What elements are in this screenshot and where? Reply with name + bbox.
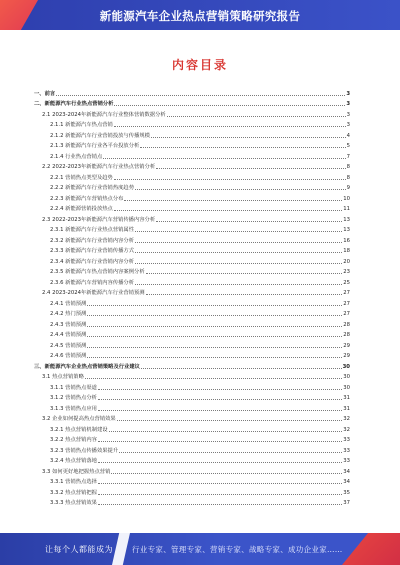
toc-entry-page: 33 — [343, 458, 350, 464]
toc-entry[interactable] — [34, 254, 350, 265]
toc-entry[interactable] — [34, 97, 350, 108]
toc-entry-page: 33 — [343, 437, 350, 443]
toc-entry[interactable] — [34, 202, 350, 213]
toc-leader-dots — [135, 262, 342, 264]
toc-entry-page: 27 — [343, 300, 350, 307]
toc-entry-label: 2.4.3 营销预测 — [50, 321, 87, 328]
toc-entry-label: 2.3.5 新能源汽车热点营销内容案例分析 — [50, 269, 145, 275]
toc-entry-label: 2.2.1 营销热点类型及趋势 — [50, 174, 113, 181]
toc-entry[interactable] — [34, 86, 350, 97]
toc-leader-dots — [103, 157, 345, 159]
toc-entry[interactable] — [34, 475, 350, 486]
toc-entry-label: 三、新能源汽车企业热点营销策略及行业建议 — [34, 363, 140, 370]
toc-entry-page: 16 — [343, 237, 350, 244]
report-header — [0, 0, 400, 30]
toc-entry-page: 30 — [342, 363, 350, 370]
toc-entry-page: 7 — [346, 153, 350, 160]
toc-entry-page: 31 — [343, 395, 350, 401]
toc-entry-page: 32 — [343, 426, 350, 433]
footer-divider-shape — [112, 533, 130, 565]
toc-leader-dots — [98, 503, 342, 505]
toc-entry-label: 3.1.3 营销热点应用 — [50, 405, 97, 412]
toc-entry-page: 31 — [343, 405, 350, 412]
toc-entry-label: 2.3 2022-2023年新能源汽车营销传播内容分析 — [42, 216, 156, 223]
toc-leader-dots — [98, 409, 342, 411]
toc-entry-label: 二、新能源汽车行业热点营销分析 — [34, 101, 114, 107]
toc-entry-label: 2.3.2 新能源汽车行业营销内容分析 — [50, 237, 135, 244]
toc-entry-page: 18 — [343, 248, 350, 254]
toc-leader-dots — [135, 283, 342, 285]
toc-entry-page: 30 — [343, 374, 350, 380]
toc-entry[interactable] — [34, 338, 350, 349]
toc-entry-page: 28 — [343, 321, 350, 328]
toc-entry-label: 2.3.1 新能源汽车行业热点营销属性 — [50, 227, 135, 233]
toc-leader-dots — [87, 346, 342, 348]
toc-entry[interactable] — [34, 454, 350, 465]
toc-entry-page: 8 — [346, 174, 350, 181]
toc-leader-dots — [98, 398, 342, 400]
toc-entry-page: 3 — [346, 90, 350, 97]
toc-entry-page: 23 — [343, 269, 350, 275]
toc-leader-dots — [146, 293, 343, 295]
report-title: 新能源汽车企业热点营销策略研究报告 — [99, 9, 301, 23]
toc-entry-label: 一、前言 — [34, 90, 56, 97]
toc-entry[interactable] — [34, 464, 350, 475]
toc-entry-page: 9 — [346, 185, 350, 191]
footer-banner — [0, 533, 400, 565]
toc-entry-page: 13 — [343, 227, 350, 233]
table-of-contents — [34, 86, 350, 506]
toc-entry-label: 3.1.2 营销热点分析 — [50, 395, 97, 401]
toc-entry-page: 28 — [343, 332, 350, 338]
toc-entry-page: 35 — [343, 489, 350, 496]
toc-entry[interactable] — [34, 107, 350, 118]
toc-entry[interactable] — [34, 328, 350, 339]
toc-leader-dots — [135, 251, 342, 253]
toc-entry-label: 2.1.2 新能源汽车行业营销投放与传播规模 — [50, 132, 150, 139]
toc-leader-dots — [109, 430, 343, 432]
toc-leader-dots — [135, 241, 342, 243]
toc-entry-page: 29 — [343, 353, 350, 359]
toc-entry-label: 2.1.1 新能源汽车热点营销 — [50, 122, 113, 128]
toc-entry-label: 3.2.2 热点营销内容 — [50, 437, 97, 443]
toc-entry-page: 32 — [343, 416, 350, 422]
toc-entry-page: 11 — [343, 206, 350, 212]
toc-leader-dots — [156, 220, 342, 222]
toc-entry-label: 3.3 如何更好地把握热点营销 — [42, 468, 111, 475]
toc-entry[interactable] — [34, 380, 350, 391]
toc-entry-label: 2.1 2023-2024年新能源汽车行业整体营销数据分析 — [42, 111, 166, 118]
toc-leader-dots — [135, 230, 342, 232]
toc-entry-page: 8 — [346, 164, 350, 170]
toc-entry-label: 3.3.1 营销热点选择 — [50, 479, 97, 485]
toc-leader-dots — [114, 178, 346, 180]
toc-leader-dots — [124, 199, 342, 201]
footer-tagline: 行业专家、管理专家、营销专家、战略专家、成功企业家…… — [132, 545, 343, 554]
toc-entry-label: 2.3.4 新能源汽车行业营销内容分析 — [50, 258, 135, 265]
toc-leader-dots — [98, 482, 342, 484]
toc-entry-page: 20 — [343, 258, 350, 265]
toc-entry[interactable] — [34, 317, 350, 328]
toc-entry-label: 2.4 2023-2024年新能源汽车行业营销预测 — [42, 290, 145, 296]
toc-leader-dots — [114, 104, 345, 106]
footer-slogan: 让每个人都能成为 — [45, 545, 113, 554]
toc-leader-dots — [98, 493, 342, 495]
toc-entry-label: 2.2.4 新能源营销投放热点 — [50, 206, 113, 212]
toc-entry[interactable] — [34, 496, 350, 507]
toc-entry[interactable] — [34, 443, 350, 454]
toc-leader-dots — [135, 188, 346, 190]
toc-entry-label: 2.1.4 行业热点营销点 — [50, 153, 103, 160]
toc-entry-page: 33 — [343, 447, 350, 454]
toc-entry[interactable] — [34, 422, 350, 433]
toc-entry[interactable] — [34, 118, 350, 129]
toc-leader-dots — [141, 367, 342, 369]
toc-entry[interactable] — [34, 296, 350, 307]
toc-entry[interactable] — [34, 391, 350, 402]
toc-leader-dots — [119, 451, 342, 453]
toc-entry[interactable] — [34, 412, 350, 423]
toc-entry-label: 2.4.5 营销预测 — [50, 342, 87, 349]
toc-entry-label: 2.4.4 营销预测 — [50, 332, 87, 338]
toc-leader-dots — [156, 167, 345, 169]
toc-leader-dots — [167, 115, 346, 117]
toc-entry[interactable] — [34, 349, 350, 360]
toc-entry-label: 2.3.6 新能源汽车营销内容传播分析 — [50, 279, 135, 286]
toc-leader-dots — [151, 136, 346, 138]
toc-leader-dots — [98, 440, 342, 442]
toc-entry-label: 3.2.4 热点营销落地 — [50, 458, 97, 464]
toc-entry-label: 2.2.2 新能源汽车行业营销热度趋势 — [50, 185, 135, 191]
toc-entry-page: 25 — [343, 279, 350, 286]
toc-entry[interactable] — [34, 233, 350, 244]
toc-leader-dots — [111, 472, 342, 474]
toc-leader-dots — [98, 388, 342, 390]
toc-entry-page: 29 — [343, 342, 350, 349]
toc-entry[interactable] — [34, 139, 350, 150]
toc-entry-page: 27 — [343, 290, 350, 296]
toc-entry[interactable] — [34, 401, 350, 412]
footer-accent-shape — [342, 533, 400, 565]
toc-entry[interactable] — [34, 275, 350, 286]
toc-entry-label: 2.2.3 新能源汽车营销热点分布 — [50, 195, 124, 202]
toc-leader-dots — [87, 325, 342, 327]
toc-entry-page: 34 — [343, 479, 350, 485]
toc-leader-dots — [146, 272, 343, 274]
toc-entry-label: 3.2 企业如何提高热点营销效果 — [42, 416, 116, 422]
toc-entry-label: 2.4.2 热门预测 — [50, 311, 87, 317]
toc-entry[interactable] — [34, 307, 350, 318]
toc-heading: 内容目录 — [171, 58, 228, 72]
toc-leader-dots — [140, 146, 345, 148]
toc-entry[interactable] — [34, 433, 350, 444]
toc-entry-page: 3 — [346, 101, 350, 107]
toc-leader-dots — [56, 94, 345, 96]
toc-entry[interactable] — [34, 191, 350, 202]
toc-entry-label: 2.3.3 新能源汽车行业营销传播方式 — [50, 248, 135, 254]
toc-entry-page: 30 — [343, 384, 350, 391]
toc-entry-label: 3.2.1 热点营销机制建设 — [50, 426, 108, 433]
toc-leader-dots — [114, 209, 342, 211]
toc-entry-label: 2.4.1 营销预测 — [50, 300, 87, 307]
toc-entry-label: 2.4.6 营销预测 — [50, 353, 87, 359]
toc-leader-dots — [117, 419, 343, 421]
toc-entry-page: 34 — [343, 468, 350, 475]
toc-entry[interactable] — [34, 212, 350, 223]
toc-entry-page: 3 — [346, 111, 350, 118]
toc-entry-label: 3.1.1 营销热点渠道 — [50, 384, 97, 391]
toc-leader-dots — [87, 304, 342, 306]
toc-entry-label: 3.3.3 热点营销效果 — [50, 500, 97, 506]
toc-entry-label: 2.1.3 新能源汽车行业各平台投放分析 — [50, 143, 140, 149]
toc-entry[interactable] — [34, 286, 350, 297]
toc-entry-label: 3.3.2 热点营销把握 — [50, 489, 97, 496]
toc-leader-dots — [87, 335, 342, 337]
toc-entry-page: 4 — [346, 132, 350, 139]
toc-entry[interactable] — [34, 181, 350, 192]
toc-entry[interactable] — [34, 160, 350, 171]
toc-entry-page: 3 — [346, 122, 350, 128]
toc-entry[interactable] — [34, 149, 350, 160]
toc-entry-label: 3.1 热点营销策略 — [42, 374, 84, 380]
toc-entry-page: 27 — [343, 311, 350, 317]
toc-entry[interactable] — [34, 485, 350, 496]
toc-entry-page: 37 — [343, 500, 350, 506]
toc-leader-dots — [98, 461, 342, 463]
toc-entry-page: 13 — [343, 216, 350, 223]
toc-leader-dots — [87, 314, 342, 316]
toc-leader-dots — [85, 377, 342, 379]
toc-leader-dots — [114, 125, 346, 127]
toc-entry-label: 2.2 2022-2023年新能源汽车行业热点营销分析 — [42, 164, 156, 170]
toc-entry[interactable] — [34, 223, 350, 234]
toc-entry[interactable] — [34, 359, 350, 370]
toc-entry[interactable] — [34, 170, 350, 181]
toc-leader-dots — [87, 356, 342, 358]
toc-entry-page: 10 — [343, 195, 350, 202]
toc-entry[interactable] — [34, 244, 350, 255]
toc-entry[interactable] — [34, 128, 350, 139]
toc-entry[interactable] — [34, 265, 350, 276]
toc-entry-page: 5 — [346, 143, 350, 149]
toc-entry-label: 3.2.3 营销热点传播效果提升 — [50, 447, 119, 454]
toc-entry[interactable] — [34, 370, 350, 381]
